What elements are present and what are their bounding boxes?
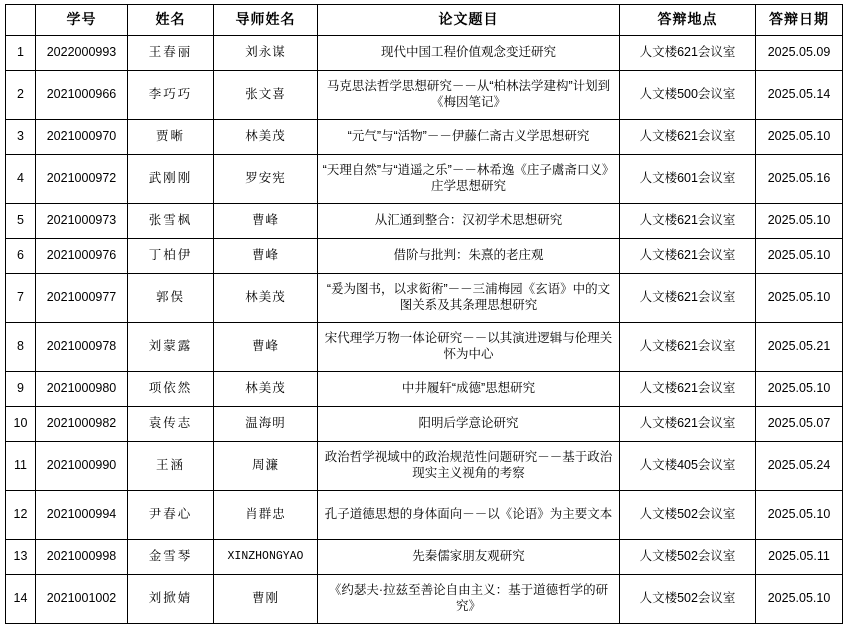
table-header-row: [6, 5, 843, 36]
cell-defense-date: 2025.05.10: [756, 239, 843, 274]
cell-advisor-name: 刘永谋: [214, 36, 318, 71]
column-header-advisor: 导师姓名: [214, 5, 318, 36]
cell-thesis-title: 马克思法哲学思想研究－－从“柏林法学建构”计划到《梅因笔记》: [318, 71, 620, 120]
cell-defense-date: 2025.05.10: [756, 491, 843, 540]
cell-advisor-name: 林美茂: [214, 372, 318, 407]
column-header-name: 姓名: [128, 5, 214, 36]
column-header-index: [6, 5, 36, 36]
cell-defense-place: 人文楼621会议室: [620, 407, 756, 442]
cell-thesis-title: “爰为图书，以求衒術”－－三浦梅园《玄语》中的文图关系及其条理思想研究: [318, 274, 620, 323]
cell-defense-place: 人文楼502会议室: [620, 491, 756, 540]
cell-thesis-title: 现代中国工程价值观念变迁研究: [318, 36, 620, 71]
table-row: [6, 407, 843, 442]
cell-student-name: 刘蒙露: [128, 323, 214, 372]
table-row: [6, 323, 843, 372]
cell-thesis-title: 政治哲学视域中的政治规范性问题研究－－基于政治现实主义视角的考察: [318, 442, 620, 491]
cell-thesis-title: 从汇通到整合：汉初学术思想研究: [318, 204, 620, 239]
row-index: 8: [6, 323, 36, 372]
cell-student-name: 张雪枫: [128, 204, 214, 239]
cell-advisor-name: XINZHONGYAO: [214, 540, 318, 575]
cell-student-id: 2021000998: [36, 540, 128, 575]
cell-student-id: 2021000977: [36, 274, 128, 323]
cell-student-id: 2021000990: [36, 442, 128, 491]
table-row: [6, 372, 843, 407]
table-row: [6, 204, 843, 239]
table-row: [6, 36, 843, 71]
column-header-defense-place: 答辩地点: [620, 5, 756, 36]
row-index: 11: [6, 442, 36, 491]
cell-defense-place: 人文楼502会议室: [620, 540, 756, 575]
cell-student-id: 2021000978: [36, 323, 128, 372]
cell-advisor-name: 曹刚: [214, 575, 318, 624]
cell-defense-date: 2025.05.10: [756, 120, 843, 155]
cell-student-id: 2022000993: [36, 36, 128, 71]
table-row: [6, 491, 843, 540]
cell-thesis-title: “元气”与“活物”－－伊藤仁斋古义学思想研究: [318, 120, 620, 155]
table-header: [6, 5, 843, 36]
cell-student-name: 袁传志: [128, 407, 214, 442]
cell-student-name: 尹春心: [128, 491, 214, 540]
cell-thesis-title: 孔子道德思想的身体面向－－以《论语》为主要文本: [318, 491, 620, 540]
row-index: 2: [6, 71, 36, 120]
cell-thesis-title: 《约瑟夫·拉兹至善论自由主义：基于道德哲学的研究》: [318, 575, 620, 624]
row-index: 10: [6, 407, 36, 442]
cell-defense-place: 人文楼500会议室: [620, 71, 756, 120]
cell-defense-date: 2025.05.07: [756, 407, 843, 442]
table-row: [6, 239, 843, 274]
row-index: 7: [6, 274, 36, 323]
cell-defense-place: 人文楼621会议室: [620, 274, 756, 323]
cell-advisor-name: 肖群忠: [214, 491, 318, 540]
cell-student-name: 金雪琴: [128, 540, 214, 575]
cell-student-id: 2021000980: [36, 372, 128, 407]
row-index: 12: [6, 491, 36, 540]
cell-advisor-name: 罗安宪: [214, 155, 318, 204]
cell-student-id: 2021000973: [36, 204, 128, 239]
cell-student-name: 武刚刚: [128, 155, 214, 204]
cell-defense-date: 2025.05.10: [756, 274, 843, 323]
cell-student-name: 王春丽: [128, 36, 214, 71]
row-index: 5: [6, 204, 36, 239]
cell-advisor-name: 曹峰: [214, 204, 318, 239]
cell-thesis-title: 借阶与批判：朱熹的老庄观: [318, 239, 620, 274]
row-index: 14: [6, 575, 36, 624]
cell-student-id: 2021000976: [36, 239, 128, 274]
cell-defense-date: 2025.05.24: [756, 442, 843, 491]
table-body: [6, 36, 843, 624]
cell-defense-date: 2025.05.16: [756, 155, 843, 204]
table-row: [6, 274, 843, 323]
row-index: 1: [6, 36, 36, 71]
column-header-student-id: 学号: [36, 5, 128, 36]
cell-advisor-name: 曹峰: [214, 323, 318, 372]
cell-defense-date: 2025.05.10: [756, 372, 843, 407]
cell-defense-place: 人文楼621会议室: [620, 372, 756, 407]
cell-defense-date: 2025.05.11: [756, 540, 843, 575]
cell-defense-date: 2025.05.21: [756, 323, 843, 372]
cell-defense-date: 2025.05.14: [756, 71, 843, 120]
cell-defense-place: 人文楼405会议室: [620, 442, 756, 491]
cell-defense-place: 人文楼621会议室: [620, 36, 756, 71]
cell-student-name: 李巧巧: [128, 71, 214, 120]
cell-student-id: 2021000982: [36, 407, 128, 442]
table-row: [6, 540, 843, 575]
cell-defense-place: 人文楼621会议室: [620, 204, 756, 239]
cell-defense-place: 人文楼621会议室: [620, 239, 756, 274]
row-index: 13: [6, 540, 36, 575]
table-row: [6, 155, 843, 204]
cell-defense-place: 人文楼621会议室: [620, 120, 756, 155]
column-header-defense-date: 答辩日期: [756, 5, 843, 36]
cell-advisor-name: 林美茂: [214, 120, 318, 155]
cell-student-name: 刘掀婧: [128, 575, 214, 624]
cell-student-id: 2021000994: [36, 491, 128, 540]
cell-thesis-title: 中井履轩“成德”思想研究: [318, 372, 620, 407]
cell-thesis-title: 先秦儒家朋友观研究: [318, 540, 620, 575]
table-row: [6, 442, 843, 491]
cell-defense-date: 2025.05.09: [756, 36, 843, 71]
cell-thesis-title: 阳明后学意论研究: [318, 407, 620, 442]
cell-defense-date: 2025.05.10: [756, 575, 843, 624]
cell-thesis-title: 宋代理学万物一体论研究－－以其演进逻辑与伦理关怀为中心: [318, 323, 620, 372]
row-index: 3: [6, 120, 36, 155]
column-header-thesis-title: 论文题目: [318, 5, 620, 36]
cell-advisor-name: 曹峰: [214, 239, 318, 274]
cell-student-id: 2021000972: [36, 155, 128, 204]
cell-advisor-name: 周濂: [214, 442, 318, 491]
table-row: [6, 71, 843, 120]
cell-defense-place: 人文楼502会议室: [620, 575, 756, 624]
cell-student-id: 2021000966: [36, 71, 128, 120]
cell-student-name: 丁柏伊: [128, 239, 214, 274]
cell-student-id: 2021001002: [36, 575, 128, 624]
cell-student-name: 郭俣: [128, 274, 214, 323]
cell-student-name: 贾晰: [128, 120, 214, 155]
cell-defense-place: 人文楼601会议室: [620, 155, 756, 204]
row-index: 9: [6, 372, 36, 407]
cell-thesis-title: “天理自然”与“逍遥之乐”－－林希逸《庄子鬳斋口义》庄学思想研究: [318, 155, 620, 204]
table-row: [6, 120, 843, 155]
cell-student-id: 2021000970: [36, 120, 128, 155]
row-index: 4: [6, 155, 36, 204]
row-index: 6: [6, 239, 36, 274]
table-row: [6, 575, 843, 624]
cell-defense-place: 人文楼621会议室: [620, 323, 756, 372]
cell-defense-date: 2025.05.10: [756, 204, 843, 239]
cell-advisor-name: 林美茂: [214, 274, 318, 323]
cell-student-name: 项依然: [128, 372, 214, 407]
cell-advisor-name: 张文喜: [214, 71, 318, 120]
cell-advisor-name: 温海明: [214, 407, 318, 442]
cell-student-name: 王涵: [128, 442, 214, 491]
thesis-defense-table: [5, 4, 843, 624]
